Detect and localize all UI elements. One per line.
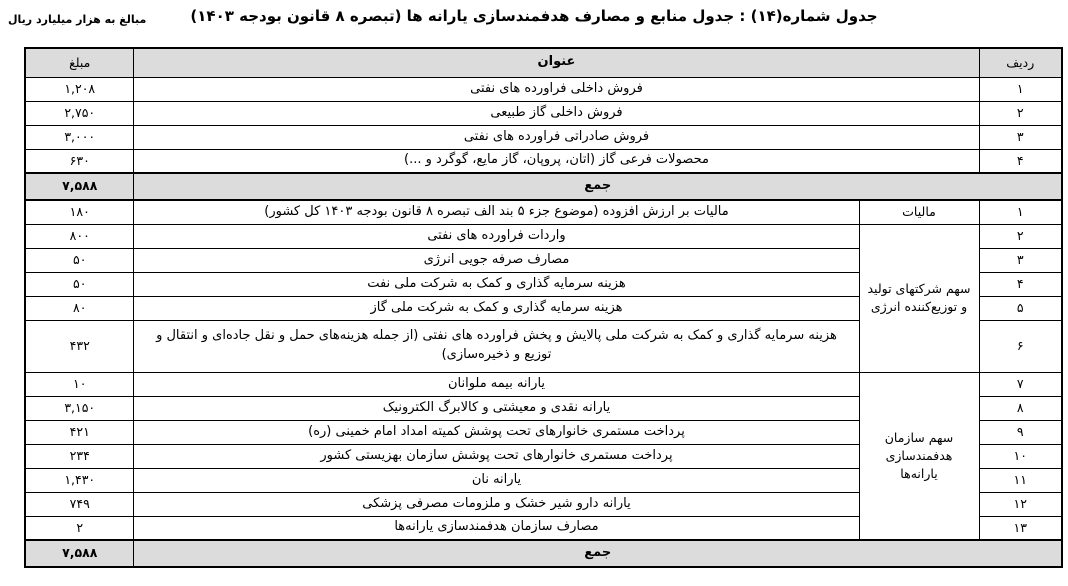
table-row	[25, 372, 1062, 396]
table-row	[25, 224, 1062, 248]
row-number-cell: ۳	[979, 125, 1062, 149]
row-number-cell: ۱۱	[979, 468, 1062, 492]
row-number-cell: ۱	[979, 77, 1062, 101]
title-cell: هزینه سرمایه گذاری و کمک به شرکت ملی نفت	[134, 272, 859, 296]
page-title: جدول شماره(۱۴) : جدول منابع و مصارف هدفمندسازی یارانه ها (تبصره ۸ قانون بودجه ۱۴۰۳)	[190, 7, 878, 25]
row-number-cell: ۴	[979, 272, 1062, 296]
row-number-cell: ۶	[979, 320, 1062, 372]
row-number-cell: ۲	[979, 224, 1062, 248]
amount-cell: ۲۳۴	[25, 444, 134, 468]
title-cell: محصولات فرعی گاز (اتان، پروپان، گاز مایع، گوگرد و ...)	[134, 149, 979, 173]
title-cell: واردات فراورده های نفتی	[134, 224, 859, 248]
amount-cell: ۷۴۹	[25, 492, 134, 516]
category-cell: سهم شرکتهای تولید و توزیع‌کننده انرژی	[859, 224, 979, 372]
table-row	[25, 77, 1062, 101]
row-number-cell: ۳	[979, 248, 1062, 272]
category-cell: سهم سازمان هدفمندسازی یارانه‌ها	[859, 372, 979, 540]
total-label-cell: جمع	[134, 540, 1062, 567]
title-cell: فروش داخلی فراورده های نفتی	[134, 77, 979, 101]
col-header-amount: مبلغ	[25, 48, 134, 77]
row-number-cell: ۸	[979, 396, 1062, 420]
sources-total-row	[25, 173, 1062, 200]
title-cell: پرداخت مستمری خانوارهای تحت پوشش کمیته امداد امام خمینی (ره)	[134, 420, 859, 444]
subsidy-sources-uses-table	[24, 47, 1063, 568]
total-amount-cell: ۷,۵۸۸	[25, 540, 134, 567]
row-number-cell: ۱۲	[979, 492, 1062, 516]
row-number-cell: ۵	[979, 296, 1062, 320]
title-cell: یارانه دارو شیر خشک و ملزومات مصرفی پزشکی	[134, 492, 859, 516]
amount-cell: ۵۰	[25, 248, 134, 272]
title-cell: یارانه نقدی و معیشتی و کالابرگ الکترونیک	[134, 396, 859, 420]
amount-cell: ۴۲۱	[25, 420, 134, 444]
title-cell: پرداخت مستمری خانوارهای تحت پوشش سازمان بهزیستی کشور	[134, 444, 859, 468]
amount-cell: ۲	[25, 516, 134, 540]
col-header-title: عنوان	[134, 48, 979, 77]
title-cell: فروش صادراتی فراورده های نفتی	[134, 125, 979, 149]
total-amount-cell: ۷,۵۸۸	[25, 173, 134, 200]
header-row	[25, 48, 1062, 77]
col-header-row-number: ردیف	[979, 48, 1062, 77]
uses-total-row	[25, 540, 1062, 567]
table-row	[25, 149, 1062, 173]
amount-cell: ۵۰	[25, 272, 134, 296]
row-number-cell: ۷	[979, 372, 1062, 396]
row-number-cell: ۱	[979, 200, 1062, 224]
amount-cell: ۱۰	[25, 372, 134, 396]
row-number-cell: ۲	[979, 101, 1062, 125]
amount-cell: ۳,۱۵۰	[25, 396, 134, 420]
row-number-cell: ۱۰	[979, 444, 1062, 468]
title-cell: یارانه نان	[134, 468, 859, 492]
amount-cell: ۸۰۰	[25, 224, 134, 248]
title-cell: هزینه سرمایه گذاری و کمک به شرکت ملی پالایش و پخش فراورده های نفتی (از جمله هزینه‌های حمل و نقل جاده‌ای و انتقال و توزیع و ذخیره‌سازی)	[134, 320, 859, 372]
amount-cell: ۴۳۲	[25, 320, 134, 372]
amount-cell: ۱,۲۰۸	[25, 77, 134, 101]
row-number-cell: ۱۳	[979, 516, 1062, 540]
table-row	[25, 125, 1062, 149]
row-number-cell: ۹	[979, 420, 1062, 444]
amount-cell: ۸۰	[25, 296, 134, 320]
category-cell: مالیات	[859, 200, 979, 224]
title-cell: مالیات بر ارزش افزوده (موضوع جزء ۵ بند الف تبصره ۸ قانون بودجه ۱۴۰۳ کل کشور)	[134, 200, 859, 224]
table-row	[25, 200, 1062, 224]
total-label-cell: جمع	[134, 173, 1062, 200]
title-cell: یارانه بیمه ملوانان	[134, 372, 859, 396]
title-cell: فروش داخلی گاز طبیعی	[134, 101, 979, 125]
title-cell: مصارف صرفه جویی انرژی	[134, 248, 859, 272]
amount-cell: ۳,۰۰۰	[25, 125, 134, 149]
title-cell: مصارف سازمان هدفمندسازی یارانه‌ها	[134, 516, 859, 540]
row-number-cell: ۴	[979, 149, 1062, 173]
title-cell: هزینه سرمایه گذاری و کمک به شرکت ملی گاز	[134, 296, 859, 320]
amount-cell: ۲,۷۵۰	[25, 101, 134, 125]
amount-cell: ۱,۴۳۰	[25, 468, 134, 492]
amount-cell: ۱۸۰	[25, 200, 134, 224]
table-row	[25, 101, 1062, 125]
unit-note: مبالغ به هزار میلیارد ریال	[8, 13, 147, 26]
amount-cell: ۶۳۰	[25, 149, 134, 173]
